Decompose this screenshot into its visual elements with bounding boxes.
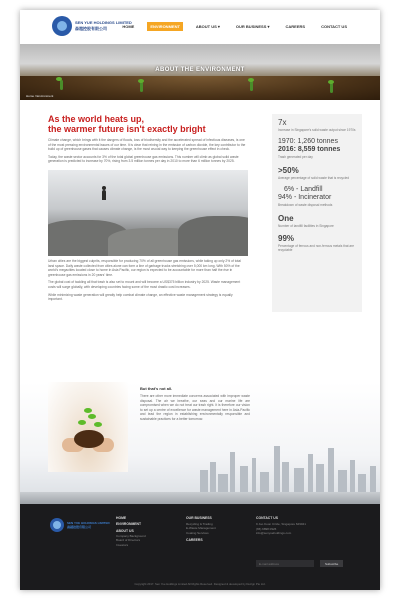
- stat-value: 6% - Landfill: [284, 186, 323, 194]
- stat-value-secondary: 94% - Incinerator: [278, 194, 332, 202]
- stat-value: 7x: [278, 118, 287, 127]
- footer-col-contact: [256, 516, 306, 536]
- headline-line-2: the warmer future isn't exactly bright: [48, 124, 206, 134]
- newsletter-email-input[interactable]: [256, 560, 314, 567]
- stat-description: Increase in Singapore's solid waste output since 1970s: [278, 128, 356, 132]
- page-headline: [48, 114, 248, 134]
- body-paragraph: Climate change, which brings with it the dangers of floods, loss of biodiversity and the accelerated spread of infectious diseases, is one of the most pressing environmental issues of our time. It is clear that reining in the emission of carbon dioxide, the key contributor to the build up of greenhouse gases that causes climate change, is the most crucial way to keeping the greenhouse effect in check.: [48, 138, 246, 152]
- footer-link-investors[interactable]: Investors: [116, 542, 129, 547]
- nav-contact-us[interactable]: CONTACT US: [321, 24, 347, 29]
- breadcrumb[interactable]: Home / Environment: [26, 94, 54, 98]
- nav-our-business[interactable]: OUR BUSINESS ▾: [235, 24, 270, 29]
- stat-item: [278, 118, 356, 132]
- section-text: There are other more immediate concerns associated with improper waste disposal. The air we breathe, our seas and our marine life are compromised when we do not treat our trash right. It is therefore our vision to set up a centre of excellence for waste management here in Asia-Pacific and lead the region in establishing environmentally responsible and sustainable practices for a better tomorrow.: [140, 394, 250, 421]
- footer-link-home[interactable]: HOME: [116, 516, 127, 520]
- hands-plant-photo: [48, 382, 128, 472]
- nav-about-us[interactable]: ABOUT US ▾: [195, 24, 220, 29]
- city-skyline-image: [200, 442, 380, 492]
- footer-our-business-heading[interactable]: OUR BUSINESS: [186, 516, 212, 520]
- stat-description: Number of landfill facilities in Singapore: [278, 223, 334, 228]
- logo-globe-icon: [50, 518, 64, 532]
- body-paragraph: Urban cities are the biggest culprits, responsible for producing 70% of all greenhouse gas emissions, while taking up only 2% of total land space. Daily waste collected from cities alone can form a line of garbage trucks stretching over 5,000 km long. With 50% of the world's megacities located close to home in Asia Pacific, our region is expected to be accountable for more than half the rise in greenhouse gas emissions in 20 years' time.: [48, 258, 241, 277]
- sprout-icon: [250, 81, 253, 91]
- footer-link-careers[interactable]: CAREERS: [186, 538, 203, 543]
- footer-logo-name-cn: 森越控股有限公司: [67, 525, 92, 529]
- copyright-text: Copyright 2017. Sen Yue Holdings Limited All Rights Reserved. Designed & developed by Dezign Pte Ltd.: [134, 582, 266, 586]
- hero-banner: [20, 44, 380, 100]
- footer-link-coating[interactable]: Coating Services: [186, 530, 209, 535]
- nav-home[interactable]: HOME: [122, 24, 135, 29]
- leaf-icon: [56, 77, 62, 81]
- footer-contact-heading: CONTACT US: [256, 516, 278, 520]
- stat-item: [278, 214, 356, 228]
- logo-globe-icon: [52, 16, 72, 36]
- stat-item: [278, 186, 356, 207]
- stat-value: 99%: [278, 234, 295, 244]
- landfill-photo: [48, 170, 248, 256]
- footer-col-site: [116, 516, 146, 547]
- footer-logo-name-en: SEN YUE HOLDINGS LIMITED: [67, 521, 110, 525]
- nav-careers[interactable]: CAREERS: [285, 24, 306, 29]
- stat-value: >50%: [278, 165, 299, 175]
- sprout-icon: [140, 82, 143, 92]
- body-paragraph: While minimizing waste generation will greatly help combat climate change, an effective waste management strategy is equally important.: [48, 292, 233, 302]
- stat-description: Average percentage of solid waste that is recycled: [278, 175, 349, 180]
- site-header: [20, 10, 380, 44]
- footer-link-recycling[interactable]: Recycling & Trading: [186, 522, 213, 526]
- stat-value-secondary: 2016: 8,559 tonnes: [278, 146, 341, 154]
- sprout-icon: [330, 83, 333, 93]
- hero-title: ABOUT THE ENVIRONMENT: [155, 67, 245, 73]
- stat-description: Breakdown of waste disposal methods: [278, 203, 333, 208]
- lower-section: [20, 382, 380, 504]
- nav-environment[interactable]: ENVIRONMENT: [147, 22, 183, 31]
- footer-link-environment[interactable]: ENVIRONMENT: [116, 522, 142, 526]
- footer-link-board-of-directors[interactable]: Board of Directors: [116, 538, 141, 543]
- stat-value: 1970: 1,260 tonnes: [278, 138, 338, 146]
- main-nav: [119, 22, 350, 31]
- logo-name-en: SEN YUE HOLDINGS LIMITED: [75, 20, 132, 25]
- footer-col-business: [186, 516, 216, 543]
- footer-logo[interactable]: [50, 518, 110, 532]
- page-frame: [20, 10, 380, 590]
- footer-link-company-background[interactable]: Company Background: [116, 534, 146, 538]
- stat-item: [278, 138, 356, 159]
- body-paragraph: Today, the waste sector accounts for 3% of the total global greenhouse gas emissions. This number will climb as global solid waste generation is predicted to increase by 70%, rising from 3.5 million tonnes per day in 2010 to more than 6 million tonnes by 2025.: [48, 154, 239, 164]
- stats-sidebar: [272, 114, 362, 312]
- logo-name-cn: 森越控股有限公司: [75, 26, 107, 31]
- footer-address: 9 Joo Koon Circle, Singapore 629041: [256, 522, 306, 526]
- subscribe-button[interactable]: Subscribe: [320, 560, 343, 567]
- site-footer: [20, 504, 380, 590]
- stat-item: [278, 234, 356, 253]
- footer-link-e-waste[interactable]: E-Waste Management: [186, 526, 216, 531]
- leaf-icon: [328, 80, 334, 84]
- stat-description: Trash generated per day: [278, 155, 313, 160]
- body-paragraph: The global cost of tackling all that trash is also set to mount and will become a US$375 billion industry by 2025. Waste management costs will surge globally, with developing countries facing some of the most drastic cost increases.: [48, 280, 241, 289]
- main-content: [48, 114, 248, 302]
- stat-value: One: [278, 213, 294, 223]
- newsletter-form: [256, 560, 343, 567]
- headline-line-1: As the world heats up,: [48, 114, 145, 124]
- sprout-icon: [60, 80, 63, 90]
- leaf-icon: [138, 79, 144, 83]
- stat-item: [278, 166, 356, 180]
- footer-email[interactable]: info@senyueholdings.com: [256, 531, 292, 536]
- footer-about-us-heading[interactable]: ABOUT US: [116, 529, 134, 533]
- stat-description: Percentage of ferrous and non-ferrous metals that are recyclable: [278, 244, 355, 253]
- section-title: But that's not all.: [140, 386, 173, 391]
- footer-phone[interactable]: (65) 6898 0926: [256, 526, 277, 531]
- leaf-icon: [248, 78, 254, 82]
- hero-soil-image: [20, 76, 380, 100]
